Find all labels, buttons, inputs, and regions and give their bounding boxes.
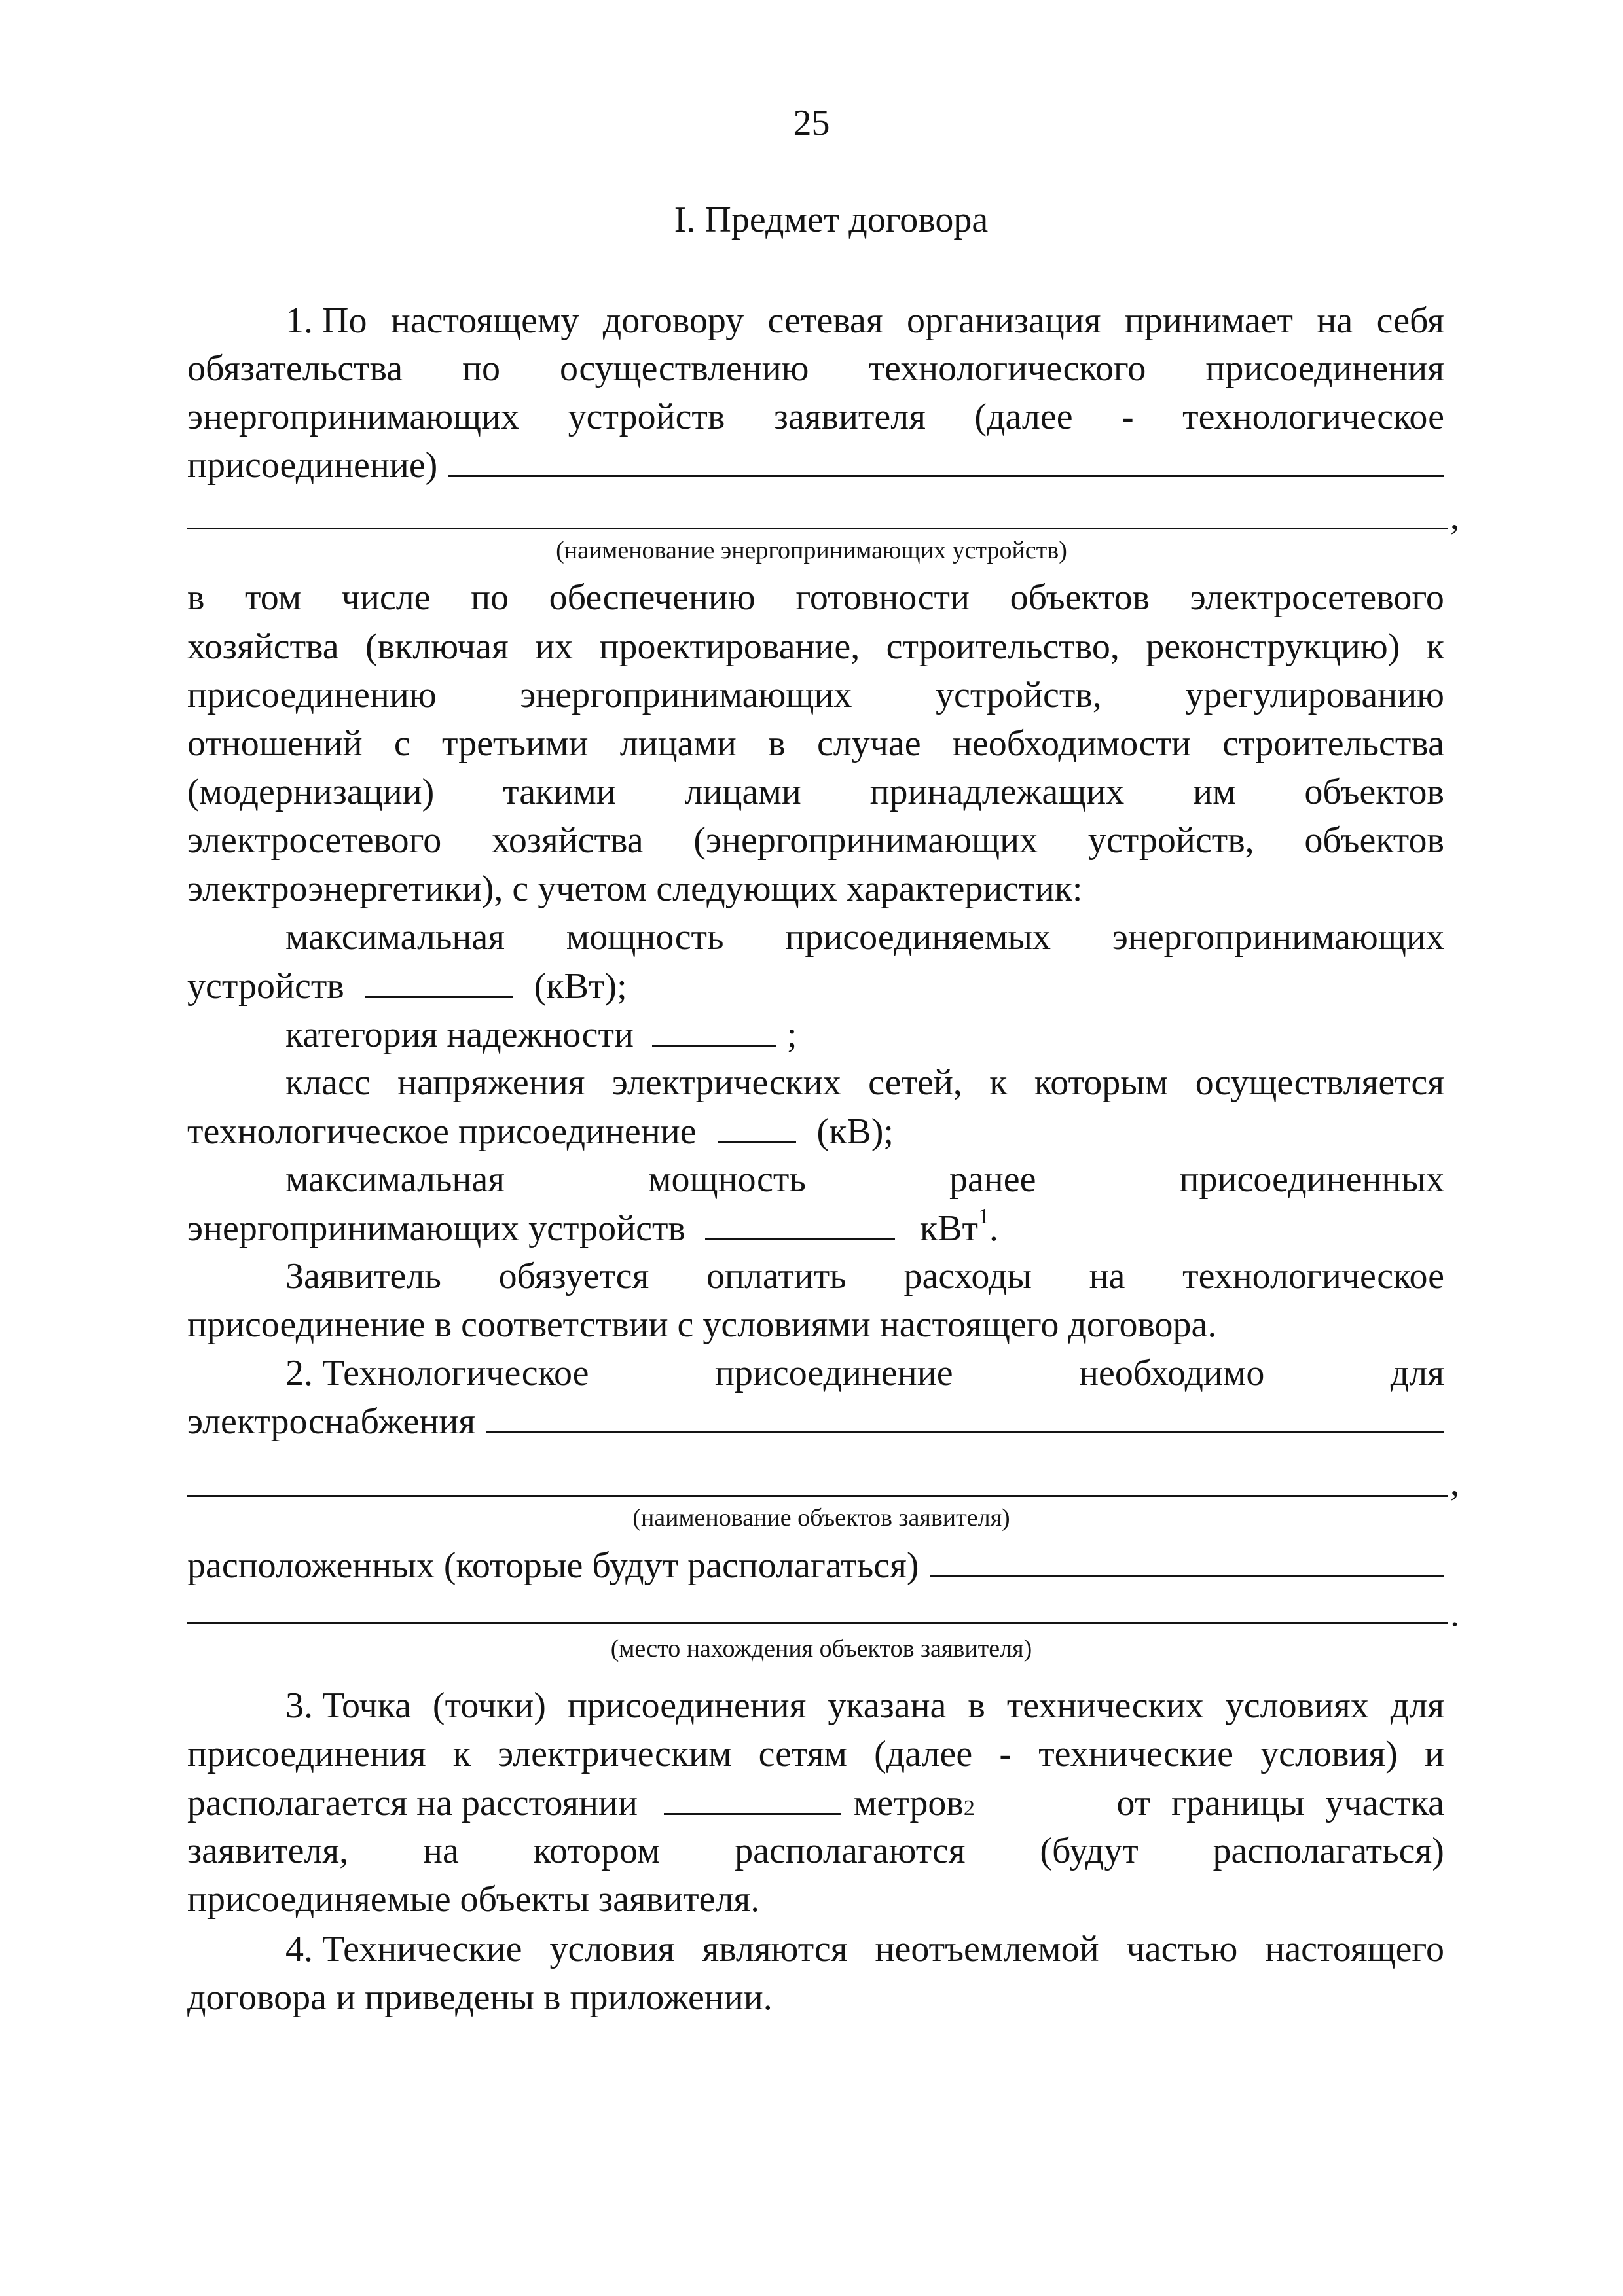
word: технологического (868, 348, 1146, 389)
word: - (999, 1734, 1012, 1774)
word: сетевая (767, 300, 883, 341)
word: себя (1376, 300, 1444, 341)
paragraph-2-line-2 (187, 1403, 1444, 1440)
word: указана (828, 1685, 947, 1726)
text: (кВт); (534, 966, 627, 1007)
word: том (245, 577, 302, 618)
word: отношений (187, 723, 363, 764)
word: являются (702, 1929, 848, 1969)
word: принимает (1124, 300, 1294, 341)
word: (точки) (432, 1685, 546, 1726)
word: условия) (1260, 1734, 1398, 1774)
text: метров (853, 1783, 964, 1823)
blank-voltage-class[interactable] (718, 1113, 796, 1143)
word: располагаются (735, 1831, 966, 1871)
blank-object-location-continued[interactable] (187, 1622, 1448, 1624)
word: технологическое (1182, 1256, 1444, 1297)
paragraph-1-line-5 (187, 579, 1444, 616)
word: в (187, 577, 205, 618)
word: принадлежащих (869, 772, 1125, 812)
text: присоединение) (187, 445, 438, 486)
word: - (1122, 397, 1134, 437)
word: (энергопринимающих (693, 820, 1038, 861)
word: по (462, 348, 501, 389)
text: от границы участка (1116, 1783, 1444, 1823)
word: присоединяемых (785, 917, 1051, 958)
paragraph-4-line-2: договора и приведены в приложении. (187, 1977, 773, 2018)
word: сетей, (868, 1062, 962, 1103)
paragraph-1-line-12 (187, 919, 1444, 956)
text: категория надежности (285, 1014, 634, 1055)
blank-existing-power[interactable] (705, 1210, 895, 1240)
word: по (471, 577, 509, 618)
word: электрическим (498, 1734, 732, 1774)
word: присоединения (567, 1685, 807, 1726)
word: готовности (795, 577, 970, 618)
text: . (989, 1208, 998, 1249)
word: реконструкцию) (1146, 626, 1400, 667)
blank-object-name[interactable] (486, 1427, 1444, 1433)
paragraph-1-line-20: присоединение в соответствии с условиями настоящего договора. (187, 1304, 1217, 1345)
word: электросетевого (187, 820, 442, 861)
word: их (535, 626, 574, 667)
caption-object-location: (место нахождения объектов заявителя) (610, 1635, 1032, 1662)
word: третьими (442, 723, 589, 764)
word: урегулированию (1185, 675, 1444, 715)
paragraph-1-line-4 (187, 447, 1444, 484)
word: к (989, 1062, 1008, 1103)
word: неотъемлемой (875, 1929, 1099, 1969)
paragraph-3-line-5: присоединяемые объекты заявителя. (187, 1879, 760, 1920)
blank-distance[interactable] (664, 1784, 841, 1815)
word: Заявитель (285, 1256, 441, 1297)
word: осуществлению (560, 348, 809, 389)
paragraph-3-line-1 (187, 1687, 1444, 1724)
word: осуществляется (1195, 1062, 1444, 1103)
word: и (1424, 1734, 1444, 1774)
paragraph-3-line-4 (187, 1833, 1444, 1869)
word: строительство, (886, 626, 1120, 667)
paragraph-1-line-6 (187, 628, 1444, 665)
word: мощность (648, 1159, 806, 1200)
word: электросетевого (1190, 577, 1444, 618)
word: устройств, (1087, 820, 1254, 861)
word: настоящего (1265, 1929, 1444, 1969)
word: энергопринимающих (187, 397, 520, 437)
word: на (422, 1831, 459, 1871)
word: лицами (684, 772, 801, 812)
word: частью (1126, 1929, 1238, 1969)
word: присоединение (714, 1353, 953, 1393)
word: случае (816, 723, 921, 764)
word: напряжения (397, 1062, 585, 1103)
word: с (393, 723, 410, 764)
word: сетям (758, 1734, 847, 1774)
word: объектов (1304, 820, 1444, 861)
caption-object-name: (наименование объектов заявителя) (632, 1504, 1010, 1532)
word: котором (533, 1831, 661, 1871)
word: технических (1006, 1685, 1204, 1726)
word: для (1390, 1685, 1444, 1726)
word: 1. По (285, 300, 367, 341)
word: к (1426, 626, 1444, 667)
blank-reliability-category[interactable] (652, 1016, 776, 1047)
word: мощность (566, 917, 724, 958)
text: располагается на расстоянии (187, 1783, 638, 1823)
paragraph-2-line-1 (187, 1355, 1444, 1391)
word: на (1089, 1256, 1125, 1297)
paragraph-1-line-9 (187, 774, 1444, 810)
text: энергопринимающих устройств (187, 1208, 685, 1249)
word: заявителя (773, 397, 926, 437)
word: (будут (1040, 1831, 1139, 1871)
blank-device-name[interactable] (448, 471, 1444, 477)
word: энергопринимающих (520, 675, 852, 715)
word: присоединения (187, 1734, 426, 1774)
word: максимальная (285, 1159, 505, 1200)
word: им (1193, 772, 1236, 812)
word: хозяйства (491, 820, 644, 861)
word: (модернизации) (187, 772, 435, 812)
word: оплатить (706, 1256, 847, 1297)
word: расходы (903, 1256, 1032, 1297)
blank-object-name-continued[interactable] (187, 1495, 1448, 1497)
word: ранее (949, 1159, 1036, 1200)
paragraph-3-line-3: располагается на расстоянии метров 2 от границы участка (187, 1783, 1444, 1823)
text: расположенных (которые будут располагаться) (187, 1545, 919, 1586)
paragraph-1-line-11: электроэнергетики), с учетом следующих характеристик: (187, 869, 1083, 909)
word: необходимо (1079, 1353, 1265, 1393)
word: на (1317, 300, 1353, 341)
word: технологическое (1182, 397, 1444, 437)
word: в (968, 1685, 985, 1726)
word: 3. Точка (285, 1685, 411, 1726)
text: устройств (187, 966, 344, 1007)
paragraph-3-line-2 (187, 1736, 1444, 1772)
blank-object-location[interactable] (930, 1571, 1444, 1577)
word: устройств, (936, 675, 1102, 715)
word: объектов (1304, 772, 1444, 812)
word: хозяйства (187, 626, 339, 667)
word: лицами (619, 723, 737, 764)
word: к (452, 1734, 471, 1774)
section-heading: I. Предмет договора (674, 200, 989, 240)
comma: , (1450, 1463, 1459, 1503)
word: условия (549, 1929, 675, 1969)
paragraph-1-line-10 (187, 822, 1444, 859)
word: энергопринимающих (1112, 917, 1444, 958)
comma: , (1450, 497, 1459, 537)
text: кВт (919, 1208, 978, 1249)
paragraph-1-line-13 (187, 967, 1444, 1005)
blank-device-name-continued[interactable] (187, 528, 1448, 529)
word: (далее (874, 1734, 973, 1774)
text: электроснабжения (187, 1401, 476, 1442)
word: класс (285, 1062, 371, 1103)
word: присоединения (1205, 348, 1444, 389)
word: числе (341, 577, 431, 618)
word: заявителя, (187, 1831, 349, 1871)
word: обеспечению (549, 577, 756, 618)
word: максимальная (285, 917, 505, 958)
paragraph-1-line-14 (187, 1016, 1542, 1053)
paragraph-4-line-1 (187, 1931, 1444, 1967)
caption-device-name: (наименование энергопринимающих устройств) (556, 537, 1067, 564)
text: (кВ); (816, 1111, 894, 1152)
word: организация (907, 300, 1101, 341)
word: настоящему (390, 300, 579, 341)
paragraph-1-line-2 (187, 350, 1444, 387)
paragraph-1-line-18 (187, 1204, 1444, 1249)
paragraph-1-line-15 (187, 1064, 1444, 1101)
paragraph-1-line-8 (187, 725, 1444, 762)
word: электрических (611, 1062, 841, 1103)
period: . (1450, 1594, 1459, 1634)
paragraph-1-line-17 (187, 1161, 1444, 1198)
paragraph-2-line-3 (187, 1547, 1444, 1584)
word: устройств (568, 397, 725, 437)
word: (включая (365, 626, 509, 667)
paragraph-1-line-1 (187, 302, 1444, 339)
paragraph-1-line-7 (187, 677, 1444, 713)
text: ; (786, 1014, 797, 1055)
word: 4. Технические (285, 1929, 522, 1969)
paragraph-1-line-16 (187, 1113, 1444, 1150)
word: которым (1034, 1062, 1169, 1103)
word: проектирование, (599, 626, 860, 667)
text: технологическое присоединение (187, 1111, 697, 1152)
word: располагаться) (1213, 1831, 1444, 1871)
word: технические (1038, 1734, 1234, 1774)
blank-max-power[interactable] (365, 967, 513, 998)
word: (далее (974, 397, 1073, 437)
word: присоединению (187, 675, 437, 715)
footnote-1: 1 (977, 1204, 989, 1229)
word: необходимости (952, 723, 1191, 764)
word: обязательства (187, 348, 403, 389)
word: обязуется (498, 1256, 649, 1297)
word: в (768, 723, 786, 764)
word: для (1390, 1353, 1444, 1393)
paragraph-1-line-19 (187, 1258, 1444, 1295)
paragraph-1-line-3 (187, 399, 1444, 435)
word: условиях (1225, 1685, 1369, 1726)
word: строительства (1222, 723, 1444, 764)
word: такими (503, 772, 616, 812)
word: договору (602, 300, 744, 341)
page-number: 25 (793, 103, 830, 143)
word: присоединенных (1179, 1159, 1444, 1200)
word: 2. Технологическое (285, 1353, 589, 1393)
word: объектов (1010, 577, 1150, 618)
